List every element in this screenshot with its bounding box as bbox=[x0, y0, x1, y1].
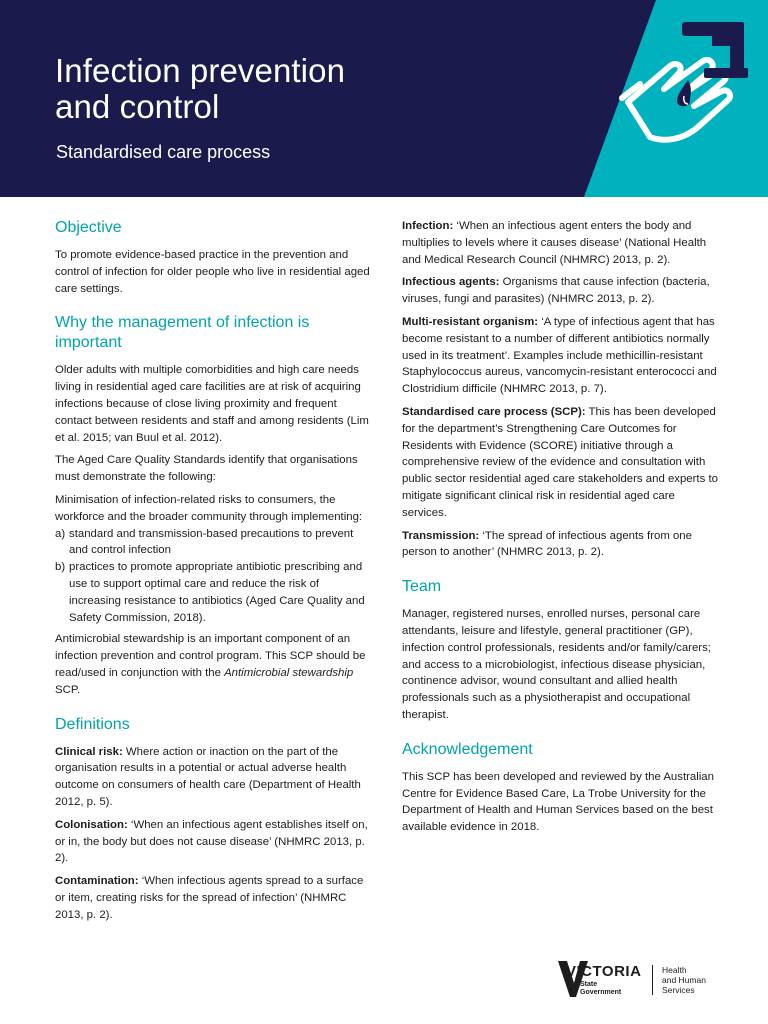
definition-item: Infectious agents: Organisms that cause infection (bacteria, viruses, fungi and parasites) (NHMRC 2013, p. 2). bbox=[402, 276, 710, 306]
page-subtitle: Standardised care process bbox=[56, 142, 271, 162]
definition-item: Contamination: ‘When infectious agents spread to a surface or item, creating risks for the spread of infection’ (NHMRC 2013, p. 2). bbox=[55, 875, 364, 921]
objective-text: To promote evidence-based practice in the prevention and control of infection for older people who live in residential aged care settings. bbox=[55, 249, 370, 295]
scp-reference: Antimicrobial stewardship bbox=[224, 666, 354, 679]
acknowledgement-heading: Acknowledgement bbox=[402, 740, 533, 758]
right-column bbox=[402, 218, 722, 842]
why-paragraph-3: Minimisation of infection-related risks to consumers, the workforce and the broader community through implementing: bbox=[55, 493, 363, 523]
definition-item: Colonisation: ‘When an infectious agent establishes itself on, or in, the body but does not cause disease’ (NHMRC 2013, p. 2). bbox=[55, 818, 368, 865]
header-banner bbox=[0, 0, 768, 197]
why-paragraph-1: Older adults with multiple comorbidities and high care needs living in residential aged care facilities are at risk of acquiring infections because of close living proximity and frequent contact between residents and staff and among residents (Lim et al. 2015; van Buul et al. 2012). bbox=[55, 364, 369, 444]
why-heading: Why the management of infection is important bbox=[55, 314, 310, 352]
definition-item: Multi-resistant organism: ‘A type of infectious agent that has become resistant to a number of different antibiotics normally used in its treatment’. Examples include methicillin-resistant Staphylococcus aureus, vancomycin-resistant enterococci and Clostridium difficile (NHMRC 2013, p. 7). bbox=[402, 315, 717, 396]
logo-subtext: State Government bbox=[580, 981, 622, 996]
why-paragraph-2: The Aged Care Quality Standards identify that organisations must demonstrate the following: bbox=[55, 454, 358, 484]
objective-heading: Objective bbox=[55, 219, 122, 236]
list-item: a) standard and transmission-based precautions to prevent and control infection bbox=[55, 527, 354, 557]
standards-list bbox=[55, 526, 373, 627]
definition-item: Standardised care process (SCP): This has been developed for the department’s Strengthening Care Outcomes for Residents with Evidence (SCORE) initiative through a comprehensive review of the evidence and consultation with public sector residential aged care stakeholders and experts to mitigate significant clinical risk in residential aged care services. bbox=[402, 405, 718, 519]
logo-wordmark: VICTORIA bbox=[566, 963, 642, 980]
list-item: b) practices to promote appropriate antibiotic prescribing and use to support optimal care and reduce the risk of increasing resistance to antibiotics (Aged Care Quality and Safety Commission, 2018). bbox=[55, 561, 365, 624]
page-title-line2: and control bbox=[55, 88, 220, 125]
victoria-government-logo bbox=[558, 955, 728, 1001]
definitions-heading: Definitions bbox=[55, 715, 130, 733]
department-name: Health and Human Services bbox=[662, 965, 706, 995]
why-paragraph-4: Antimicrobial stewardship is an important component of an infection prevention and control program. This SCP should be read/used in conjunction with the Antimicrobial stewardship SCP. bbox=[55, 633, 366, 696]
logo-divider bbox=[652, 965, 653, 995]
left-column bbox=[55, 218, 373, 930]
definition-item: Transmission: ‘The spread of infectious agents from one person to another’ (NHMRC 2013, p. 2). bbox=[402, 529, 692, 559]
team-text: Manager, registered nurses, enrolled nurses, personal care attendants, leisure and lifestyle, general practitioner (GP), infection control professionals, residents and/or family/carers; and access to a microbiologist, infectious disease physician, continence advisor, wound consultant and allied health professionals such as a physiotherapist and occupational therapist. bbox=[402, 608, 711, 721]
page-title bbox=[55, 53, 345, 125]
acknowledgement-text: This SCP has been developed and reviewed by the Australian Centre for Evidence Based Care, La Trobe University for the Department of Health and Human Services based on the best available evidence in 2018. bbox=[402, 770, 714, 834]
team-heading: Team bbox=[402, 578, 442, 596]
definition-item: Clinical risk: Where action or inaction on the part of the organisation results in a potential or actual adverse health outcome on consumers of health care (Department of Health 2012, p. 5). bbox=[55, 745, 361, 808]
definition-item: Infection: ‘When an infectious agent enters the body and multiplies to levels where it causes disease’ (National Health and Medical Research Council (NHMRC) 2013, p. 2). bbox=[402, 220, 707, 266]
page-title-line1: Infection prevention bbox=[55, 52, 346, 89]
